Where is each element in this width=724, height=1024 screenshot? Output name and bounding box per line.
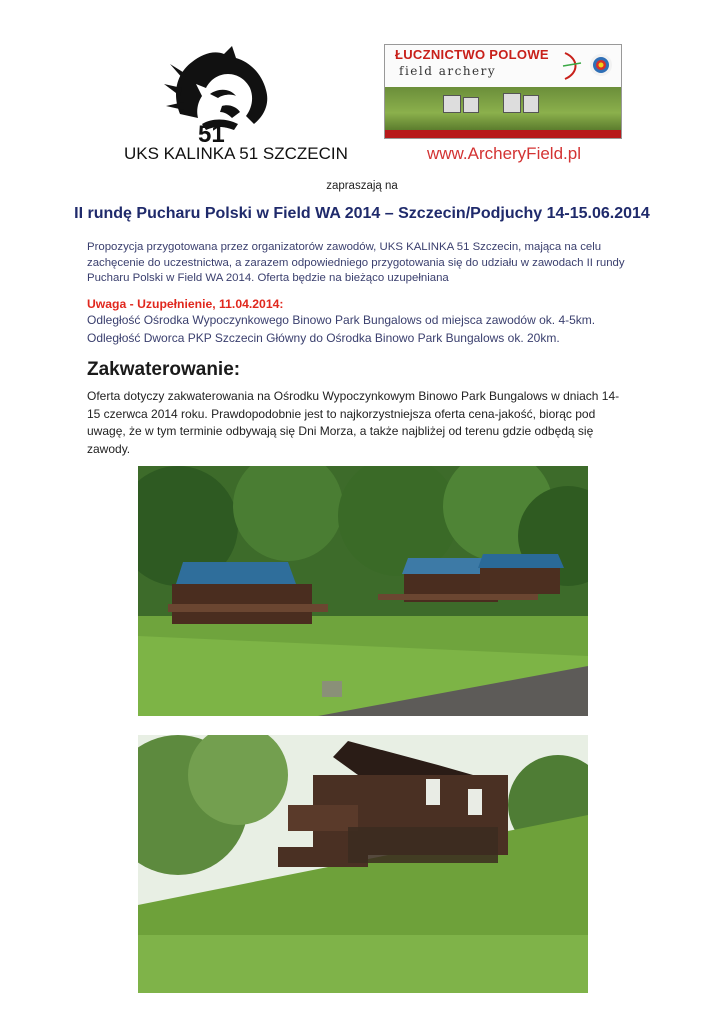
intro-paragraph: Propozycja przygotowana przez organizatorów zawodów, UKS KALINKA 51 Szczecin, mająca na celu zachęcenie do uczestnictwa, a zarazem odpowiedniego przygotowania się do udziału w zawodach II rundy Pucharu Polski w Field WA 2014. Oferta będzie na bieżąco uzupełniana <box>87 241 625 284</box>
distance-line-2: Odległość Dworca PKP Szczecin Główny do Ośrodka Binowo Park Bungalows ok. 20km. <box>87 331 560 345</box>
bungalows-photo <box>138 466 588 716</box>
distance-line-1: Odległość Ośrodka Wypoczynkowego Binowo Park Bungalows od miejsca zawodów ok. 4-5km. <box>87 313 596 327</box>
accommodation-paragraph: Oferta dotyczy zakwaterowania na Ośrodku Wypoczynkowym Binowo Park Bungalows w dniach 14-15 czerwca 2014 roku. Prawdopodobnie jest to najkorzystniejsza oferta cena-jakość, biorąc pod uwagę, że w tym terminie odbywają się Dni Morza, a także najbliżej od terenu gdzie odbędą się zawody. <box>87 389 620 456</box>
field-archery-banner <box>384 44 622 139</box>
banner-title: ŁUCZNICTWO POLOWE <box>395 47 549 62</box>
bungalow-slope-photo <box>138 735 588 993</box>
page-title: II rundę Pucharu Polski w Field WA 2014 – Szczecin/Podjuchy 14-15.06.2014 <box>74 205 650 222</box>
banner-header <box>385 45 621 87</box>
logo-number: 51 <box>198 121 225 144</box>
club-name: UKS KALINKA 51 SZCZECIN <box>124 144 348 163</box>
tiger-logo-icon <box>162 44 274 144</box>
target-icon <box>589 53 613 77</box>
update-title: Uwaga - Uzupełnienie, 11.04.2014: <box>87 297 284 311</box>
banner-subtitle: field archery <box>399 64 497 78</box>
banner-nav-bar <box>385 130 621 138</box>
banner-photo <box>385 87 621 130</box>
website-link[interactable]: www.ArcheryField.pl <box>427 144 581 163</box>
invite-text: zapraszają na <box>326 180 398 192</box>
archer-icon <box>561 51 583 81</box>
section-heading: Zakwaterowanie: <box>87 359 241 380</box>
